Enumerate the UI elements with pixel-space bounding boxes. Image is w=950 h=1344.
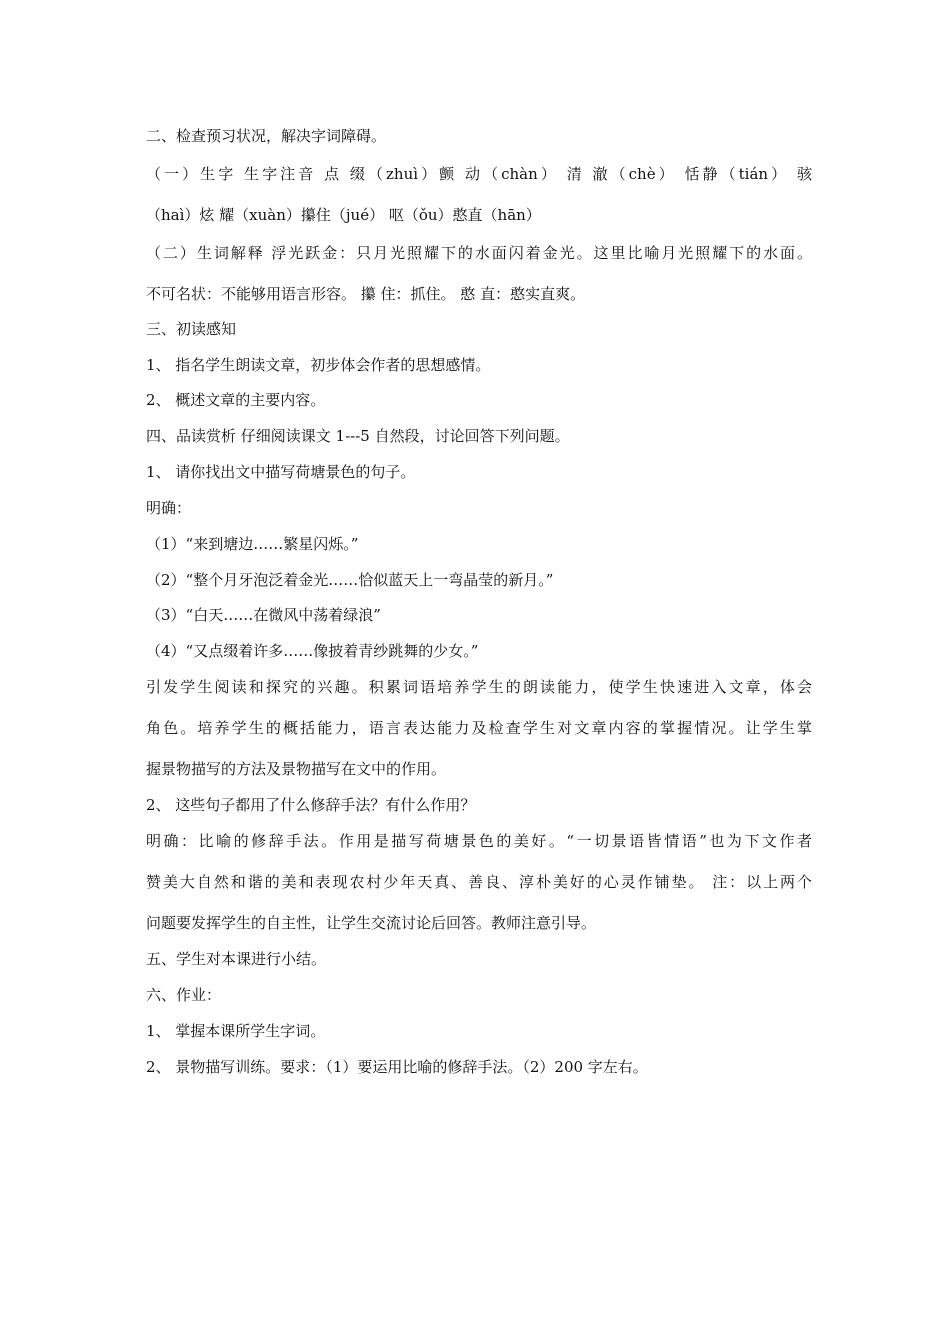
paragraph-line: 角色。培养学生的概括能力，语言表达能力及检查学生对文章内容的掌握情况。让学生掌: [146, 719, 812, 737]
paragraph-line: 赞美大自然和谐的美和表现农村少年天真、善良、淳朴美好的心灵作铺垫。 注：以上两个: [146, 873, 812, 891]
section-heading-first-reading: 三、初读感知: [146, 320, 237, 338]
section-heading-appreciation: 四、品读赏析 仔细阅读课文 1---5 自然段，讨论回答下列问题。: [146, 427, 570, 445]
question-1: 1、 请你找出文中描写荷塘景色的句子。: [146, 463, 416, 481]
quote-item: （3）“白天……在微风中荡着绿浪”: [146, 606, 381, 624]
section-heading-summary: 五、学生对本课进行小结。: [146, 950, 327, 968]
question-2: 2、 这些句子都用了什么修辞手法？有什么作用？: [146, 796, 476, 814]
homework-item: 2、 景物描写训练。要求：（1）要运用比喻的修辞手法。（2）200 字左右。: [146, 1058, 648, 1076]
quote-item: （4）“又点缀着许多……像披着青纱跳舞的少女。”: [146, 642, 479, 660]
homework-item: 1、 掌握本课所学生字词。: [146, 1022, 326, 1040]
section-heading-preview-check: 二、检查预习状况，解决字词障碍。: [146, 127, 387, 145]
list-item: 1、 指名学生朗读文章，初步体会作者的思想感情。: [146, 356, 491, 374]
quote-item: （1）“来到塘边……繁星闪烁。”: [146, 535, 359, 553]
vocabulary-explanation-line-1: （二）生词解释 浮光跃金：只月光照耀下的水面闪着金光。这里比喻月光照耀下的水面。: [146, 244, 812, 262]
new-characters-line-1: （一）生字 生字注音 点 缀（zhuì）颤 动（chàn） 清 澈（chè） 恬静（tián） 骇: [146, 165, 812, 183]
answer-label: 明确：: [146, 499, 192, 517]
paragraph-line: 问题要发挥学生的自主性，让学生交流讨论后回答。教师注意引导。: [146, 914, 597, 932]
section-heading-homework: 六、作业：: [146, 986, 222, 1004]
new-characters-line-2: （haì）炫 耀（xuàn）攥住（jué） 呕（ǒu）憨直（hān）: [146, 206, 541, 224]
paragraph-line: 明确：比喻的修辞手法。作用是描写荷塘景色的美好。“一切景语皆情语”也为下文作者: [146, 832, 812, 850]
paragraph-line: 引发学生阅读和探究的兴趣。积累词语培养学生的朗读能力，使学生快速进入文章，体会: [146, 678, 812, 696]
vocabulary-explanation-line-2: 不可名状：不能够用语言形容。 攥 住：抓住。 憨 直：憨实直爽。: [146, 285, 586, 303]
list-item: 2、 概述文章的主要内容。: [146, 391, 326, 409]
quote-item: （2）“整个月牙泡泛着金光……恰似蓝天上一弯晶莹的新月。”: [146, 571, 554, 589]
paragraph-line: 握景物描写的方法及景物描写在文中的作用。: [146, 760, 447, 778]
